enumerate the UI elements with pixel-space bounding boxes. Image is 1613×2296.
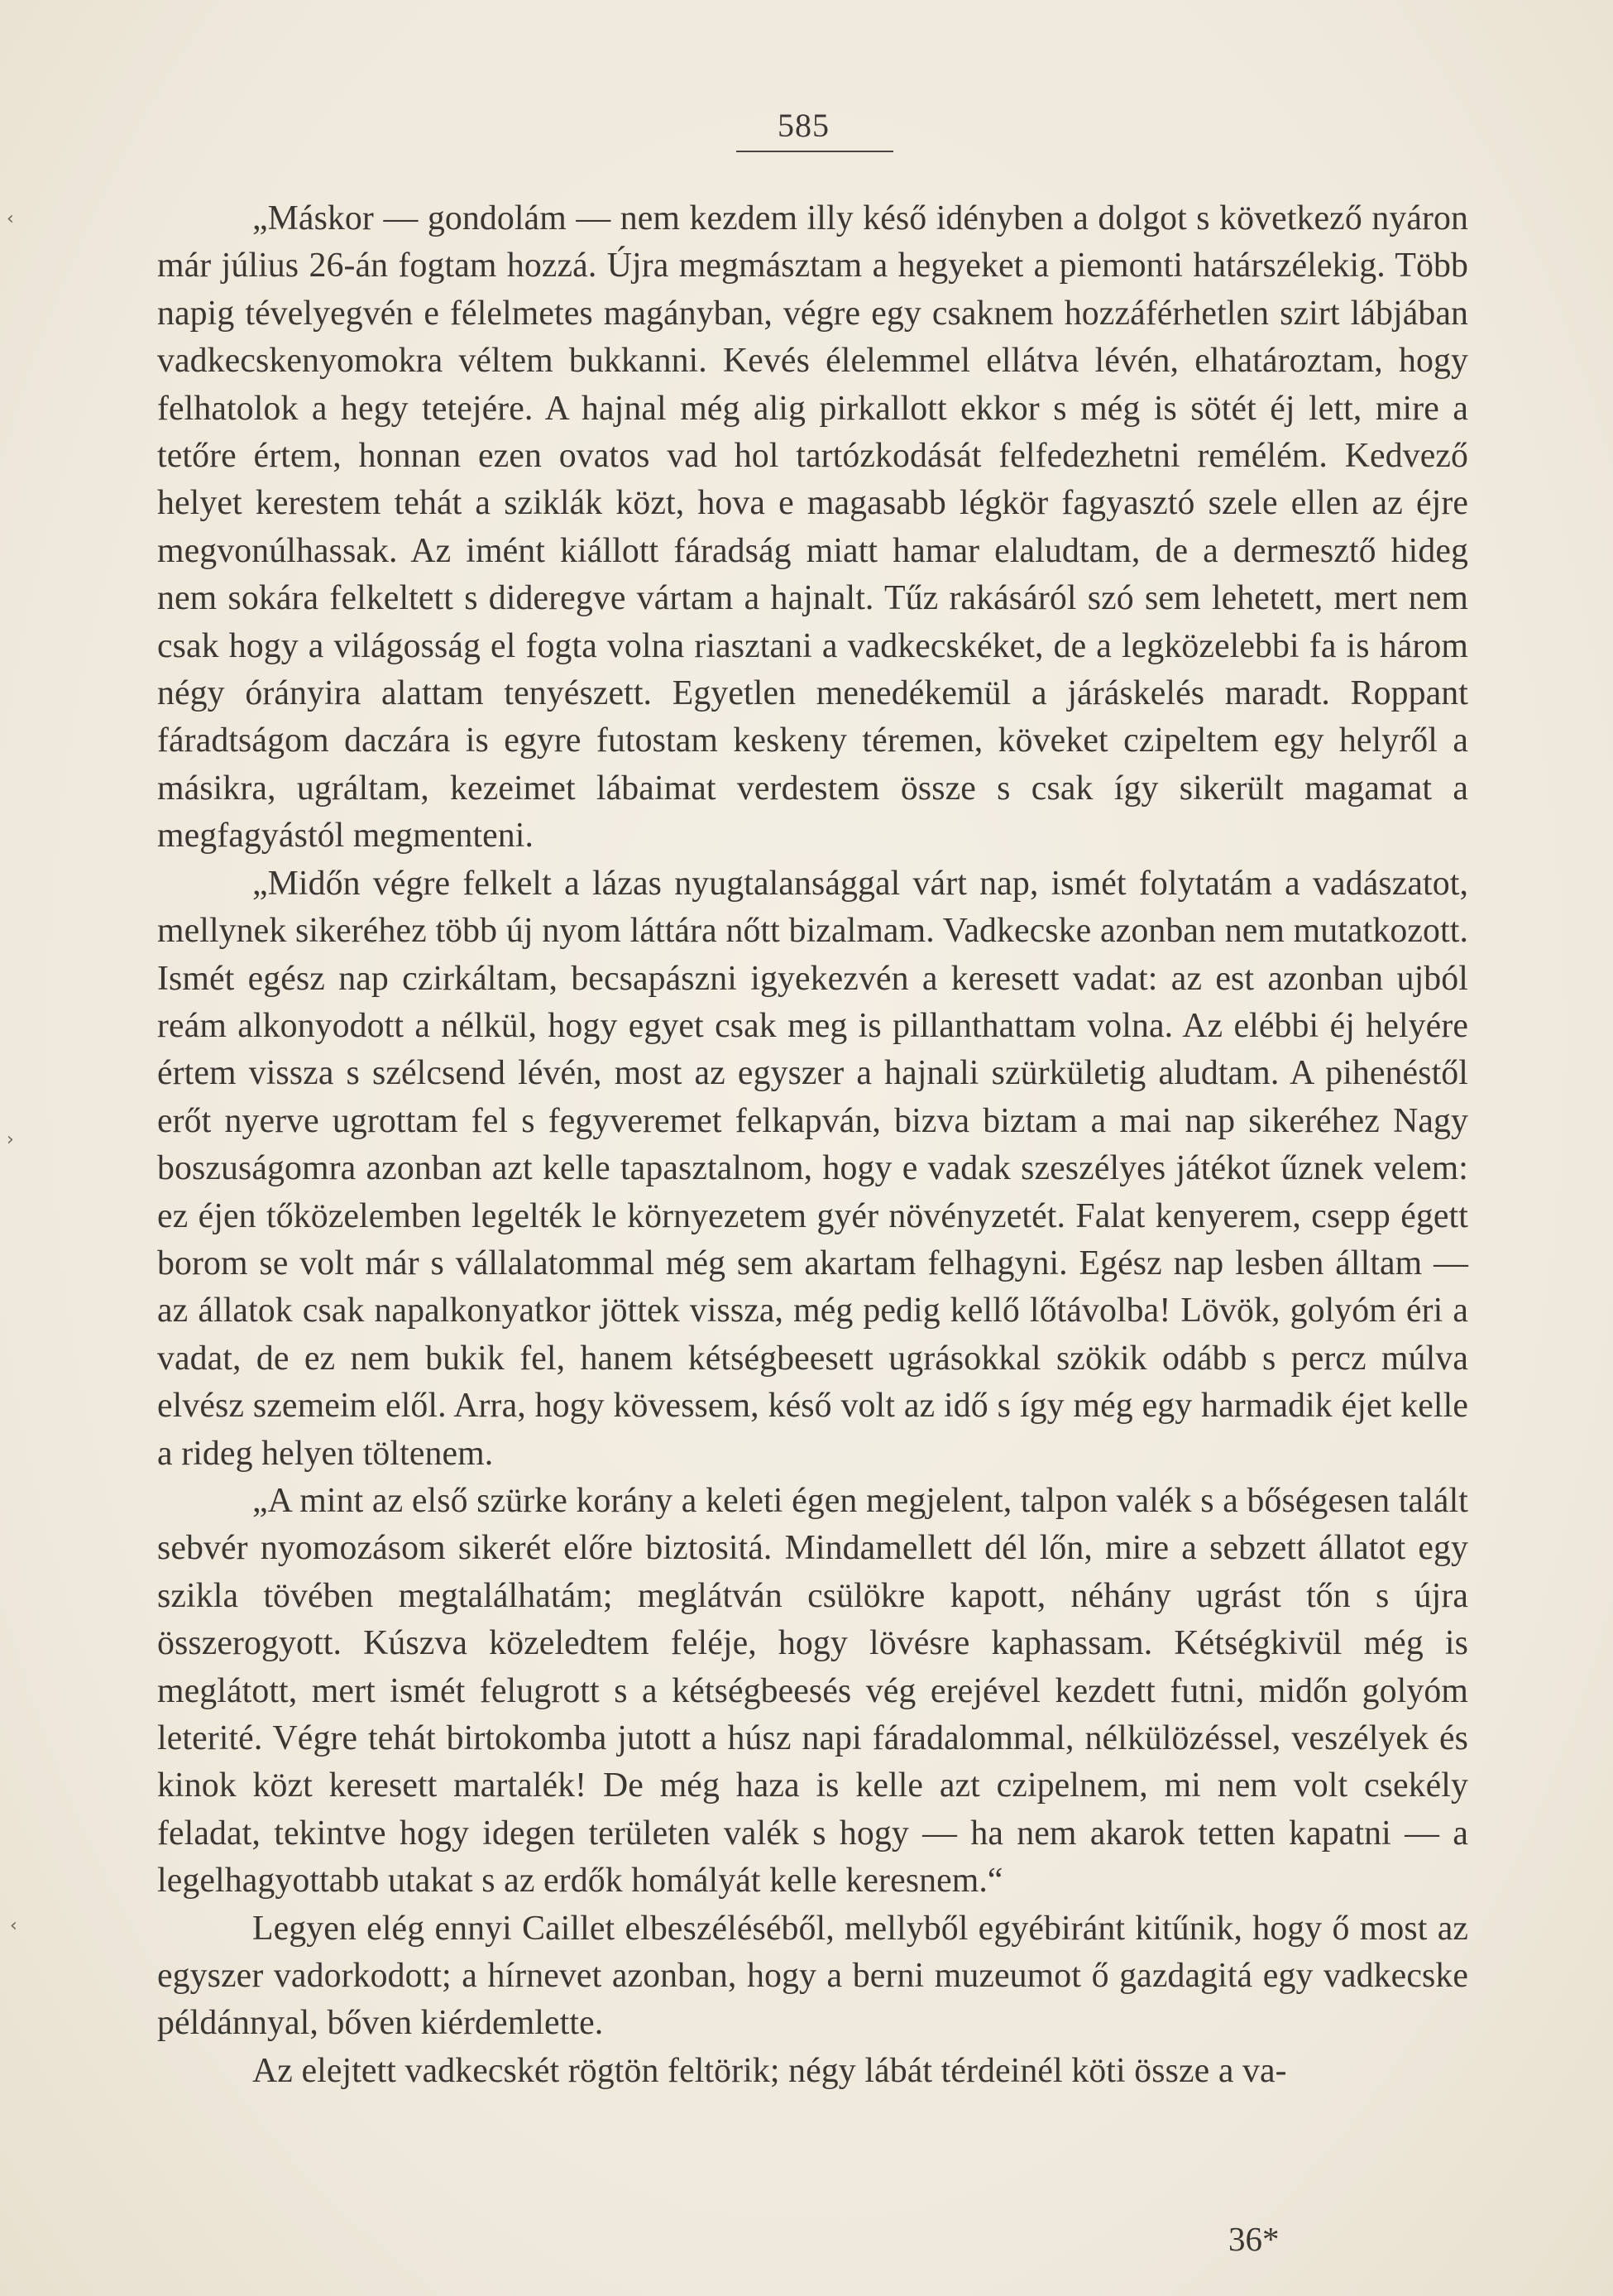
margin-tick-mark: ‹: [7, 209, 14, 229]
paragraph: Legyen elég ennyi Caillet elbeszéléséből, mellyből egyébiránt kitűnik, hogy ő most az egyszer vadorkodott; a hírnevet azonban, hogy a berni muzeumot ő gazdagitá egy vadkecske példánnyal, bőven kiérdemlette.: [157, 1909, 1468, 2043]
header-rule: [736, 151, 893, 152]
margin-tick-mark: ‹: [10, 1915, 17, 1936]
paragraph: „Midőn végre felkelt a lázas nyugtalansággal várt nap, ismét folytatám a vadászatot, mellynek sikeréhez több új nyom láttára nőtt bizalmam. Vadkecske azonban nem mutatkozott. Ismét egész nap czirkáltam, becsapászni igyekezvén a keresett vadat: az est azonban ujból reám alkonyodott a nélkül, hogy egyet csak meg is pillanthattam volna. Az elébbi éj helyére értem vissza s szélcsend lévén, most az egyszer a hajnali szürkületig aludtam. A pihenéstől erőt nyerve ugrottam fel s fegyveremet felkapván, bizva biztam a mai nap sikeréhez Nagy boszuságomra azonban azt kelle tapasztalnom, hogy e vadak szeszélyes játékot űznek velem: ez éjen tőközelemben legelték le környezetem gyér növényzetét. Falat kenyerem, csepp égett borom se volt már s vállalatommal még sem akartam felhagyni. Egész nap lesben álltam — az állatok csak napalkonyatkor jöttek vissza, még pedig kellő lőtávolba! Lövök, golyóm éri a vadat, de ez nem bukik fel, hanem kétségbeesett ugrásokkal szökik odább s percz múlva elvész szemeim elől. Arra, hogy kövessem, késő volt az idő s így még egy harmadik éjet kelle a rideg helyen töltenem.: [157, 864, 1468, 1473]
paragraph: „Máskor — gondolám — nem kezdem illy késő idényben a dolgot s következő nyáron már július 26-án fogtam hozzá. Újra megmásztam a hegyeket a piemonti határszélekig. Több napig tévelyegvén e félelmetes magányban, végre egy csaknem hozzáférhetlen szirt lábjában vadkecskenyomokra véltem bukkanni. Kevés élelemmel ellátva lévén, elhatároztam, hogy felhatolok a hegy tetejére. A hajnal még alig pirkallott ekkor s még is sötét éj lett, mire a tetőre értem, honnan ezen ovatos vad hol tartózkodását felfedezhetni remélém. Kedvező helyet kerestem tehát a sziklák közt, hova e magasabb légkör fagyasztó szele ellen az éjre megvonúlhassak. Az imént kiállott fáradság miatt hamar elaludtam, de a dermesztő hideg nem sokára felkeltett s dideregve vártam a hajnalt. Tűz rakásáról szó sem lehetett, mert nem csak hogy a világosság el fogta volna riasztani a vadkecskéket, de a legközelebbi fa is három négy órányira alattam tenyészett. Egyetlen menedékemül a járáskelés maradt. Roppant fáradtságom daczára is egyre futostam keskeny téremen, köveket czipeltem egy helyről a másikra, ugráltam, kezeimet lábaimat verdestem össze s csak így sikerült magamat a megfagyástól megmenteni.: [157, 199, 1468, 856]
page-number: 585: [778, 107, 830, 144]
margin-tick-mark: ›: [7, 1129, 14, 1150]
paragraph: Az elejtett vadkecskét rögtön feltörik; négy lábát térdeinél köti össze a va-: [252, 2051, 1287, 2090]
signature-mark: 36*: [1228, 2220, 1280, 2258]
body-text: [157, 195, 1468, 2095]
paragraph: „A mint az első szürke korány a keleti égen megjelent, talpon valék s a bőségesen talált sebvér nyomozásom sikerét előre biztositá. Mindamellett dél lőn, mire a sebzett állatot egy szikla tövében megtalálhatám; meglátván csülökre kapott, néhány ugrást tőn s újra összerogyott. Kúszva közeledtem feléje, hogy lövésre kaphassam. Kétségkivül még is meglátott, mert ismét felugrott s a kétségbeesés vég erejével kezdett futni, midőn golyóm leterité. Végre tehát birtokomba jutott a húsz napi fáradalommal, nélkülözéssel, veszélyek és kinok közt keresett martalék! De még haza is kelle azt czipelnem, mi nem volt csekély feladat, tekintve hogy idegen területen valék s hogy — ha nem akarok tetten kapatni — a legelhagyottabb utakat s az erdők homályát kelle keresnem.“: [157, 1481, 1468, 1901]
